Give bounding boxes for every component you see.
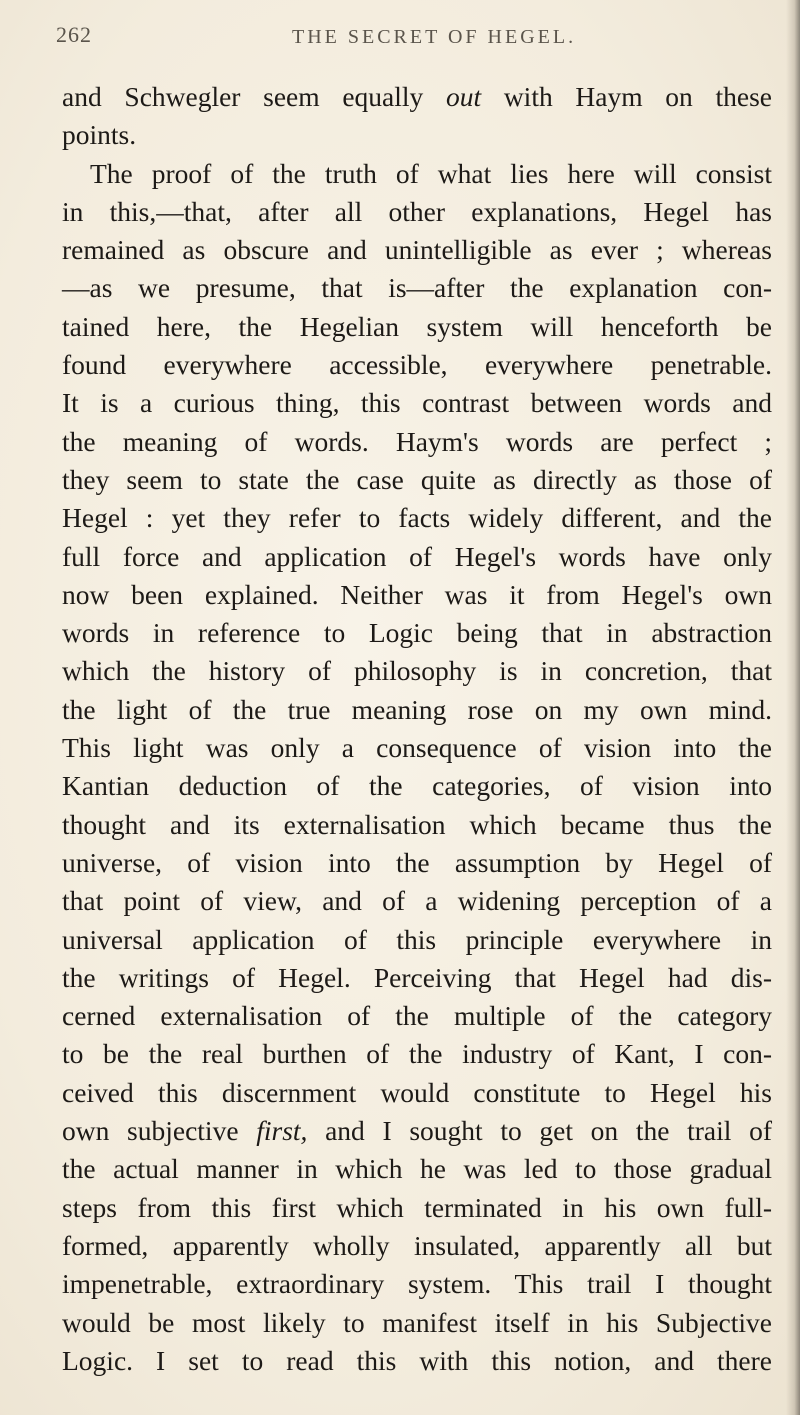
text-line: ceived this discernment would constitute to Hegel his: [62, 1076, 772, 1108]
text-line: the actual manner in which he was led to those gradual: [62, 1153, 772, 1185]
text-line: formed, apparently wholly insulated, apparently all but: [62, 1229, 772, 1261]
text-line: which the history of philosophy is in concretion, that: [62, 655, 772, 687]
text-line: The proof of the truth of what lies here will consist: [90, 157, 772, 189]
text-line: words in reference to Logic being that in abstraction: [62, 617, 772, 649]
italic-word: out: [445, 81, 482, 112]
text-line: found everywhere accessible, everywhere penetrable.: [62, 349, 772, 381]
text-line: This light was only a consequence of vision into the: [62, 732, 772, 764]
text-line: the writings of Hegel. Perceiving that Hegel had dis-: [62, 961, 772, 993]
text-line: in this,—that, after all other explanations, Hegel has: [62, 195, 772, 227]
text-line: remained as obscure and unintelligible as ever ; whereas: [62, 234, 772, 266]
text-line: the light of the true meaning rose on my own mind.: [62, 693, 772, 725]
text-line: thought and its externalisation which became thus the: [62, 808, 772, 840]
page-header: [0, 20, 800, 60]
text-line: Hegel : yet they refer to facts widely different, and the: [62, 502, 772, 534]
text-line: that point of view, and of a widening perception of a: [62, 885, 772, 917]
text-line: Kantian deduction of the categories, of vision into: [62, 770, 772, 802]
text-line: now been explained. Neither was it from Hegel's own: [62, 578, 772, 610]
text-line: impenetrable, extraordinary system. This trail I thought: [62, 1268, 772, 1300]
running-title: THE SECRET OF HEGEL.: [292, 26, 577, 48]
text-line: tained here, the Hegelian system will henceforth be: [62, 310, 772, 342]
page-edge-shadow: [786, 0, 800, 1415]
text-line: full force and application of Hegel's words have only: [62, 540, 772, 572]
text-line: Logic. I set to read this with this notion, and there: [62, 1344, 772, 1376]
text-line: It is a curious thing, this contrast between words and: [62, 387, 772, 419]
text-line: —as we presume, that is—after the explanation con-: [62, 272, 772, 304]
text-line: the meaning of words. Haym's words are perfect ;: [62, 425, 772, 457]
body-text: [62, 78, 772, 1380]
text-line: steps from this first which terminated in his own full-: [62, 1191, 772, 1223]
page-number: 262: [56, 22, 92, 47]
text-line: they seem to state the case quite as directly as those of: [62, 463, 772, 495]
text-line: and Schwegler seem equally out with Haym on these: [62, 81, 772, 112]
text-line: own subjective first, and I sought to get on the trail of: [62, 1115, 773, 1147]
italic-word: first,: [256, 1115, 308, 1147]
text-line: to be the real burthen of the industry of Kant, I con-: [62, 1038, 772, 1070]
text-line: cerned externalisation of the multiple of the category: [62, 1000, 772, 1032]
text-line: universe, of vision into the assumption by Hegel of: [62, 846, 772, 878]
text-line: points.: [62, 119, 137, 151]
text-line: would be most likely to manifest itself in his Subjective: [62, 1306, 772, 1338]
text-line: universal application of this principle everywhere in: [62, 923, 772, 955]
